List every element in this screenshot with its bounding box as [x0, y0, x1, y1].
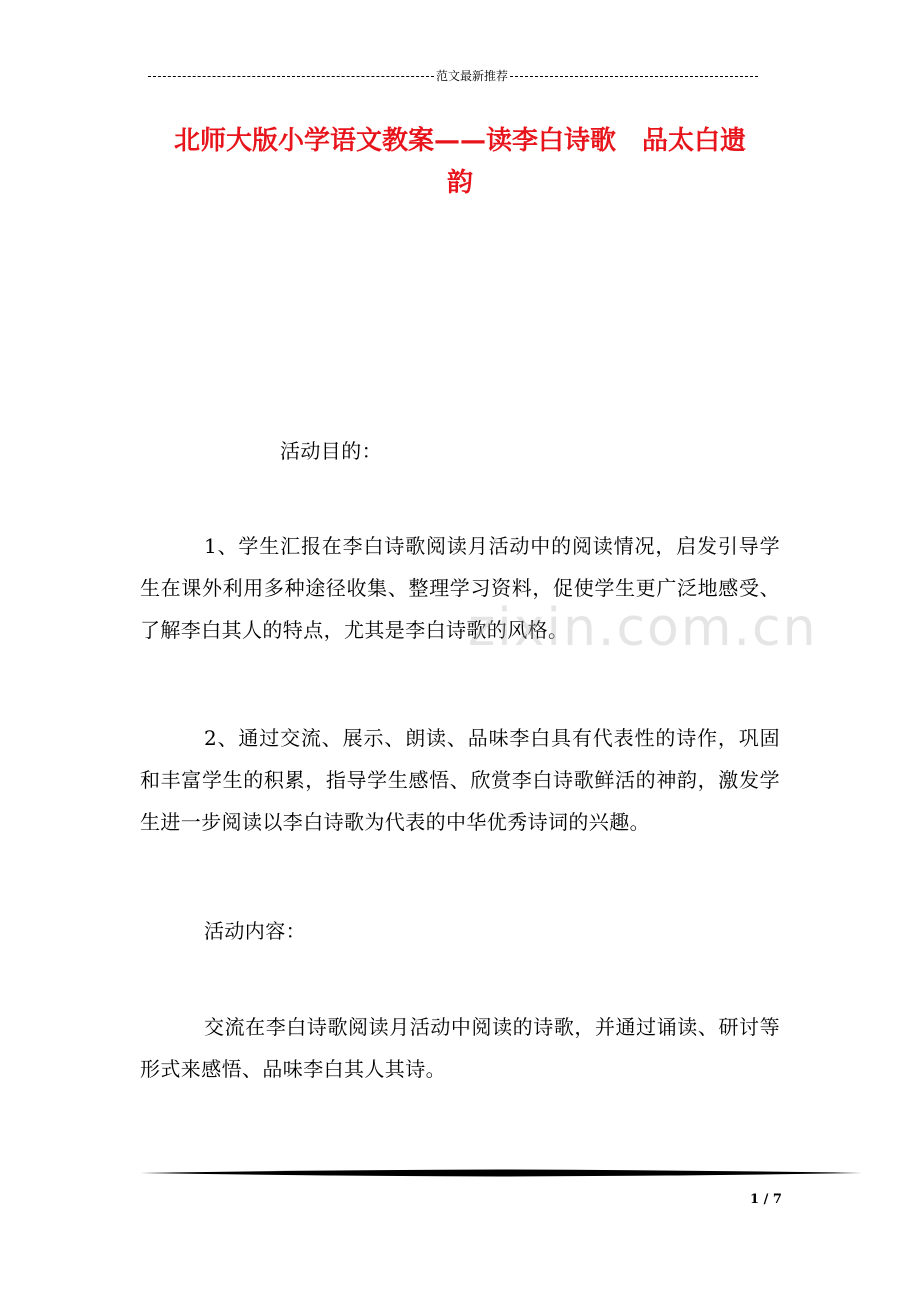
- footer-rule: [140, 1169, 862, 1177]
- section-heading-goals: 活动目的：: [280, 439, 382, 463]
- page-number: 1 / 7: [750, 1192, 782, 1207]
- paragraph-goal-2: 2、通过交流、展示、朗读、品味李白具有代表性的诗作，巩固和丰富学生的积累，指导学生感悟、欣赏李白诗歌鲜活的神韵，激发学生进一步阅读以李白诗歌为代表的中华优秀诗词的兴趣。: [140, 726, 780, 834]
- page-header: [138, 68, 768, 84]
- watermark: zixin.com.cn: [468, 598, 818, 658]
- header-dash-right: [510, 76, 758, 77]
- paragraph-goal-1: 1、学生汇报在李白诗歌阅读月活动中的阅读情况，启发引导学生在课外利用多种途径收集、整理学习资料，促使学生更广泛地感受、了解李白其人的特点，尤其是李白诗歌的风格。: [140, 534, 780, 642]
- document-title-line1: 北师大版小学语文教案——读李白诗歌 品太白遗: [173, 126, 746, 156]
- document-title: [140, 120, 780, 204]
- paragraph-content: 交流在李白诗歌阅读月活动中阅读的诗歌，并通过诵读、研讨等形式来感悟、品味李白其人其诗。: [140, 1015, 780, 1081]
- header-dash-left: [148, 76, 434, 77]
- document-title-line2: 韵: [446, 168, 473, 198]
- header-label: 范文最新推荐: [435, 69, 508, 83]
- section-heading-content: 活动内容：: [204, 919, 306, 943]
